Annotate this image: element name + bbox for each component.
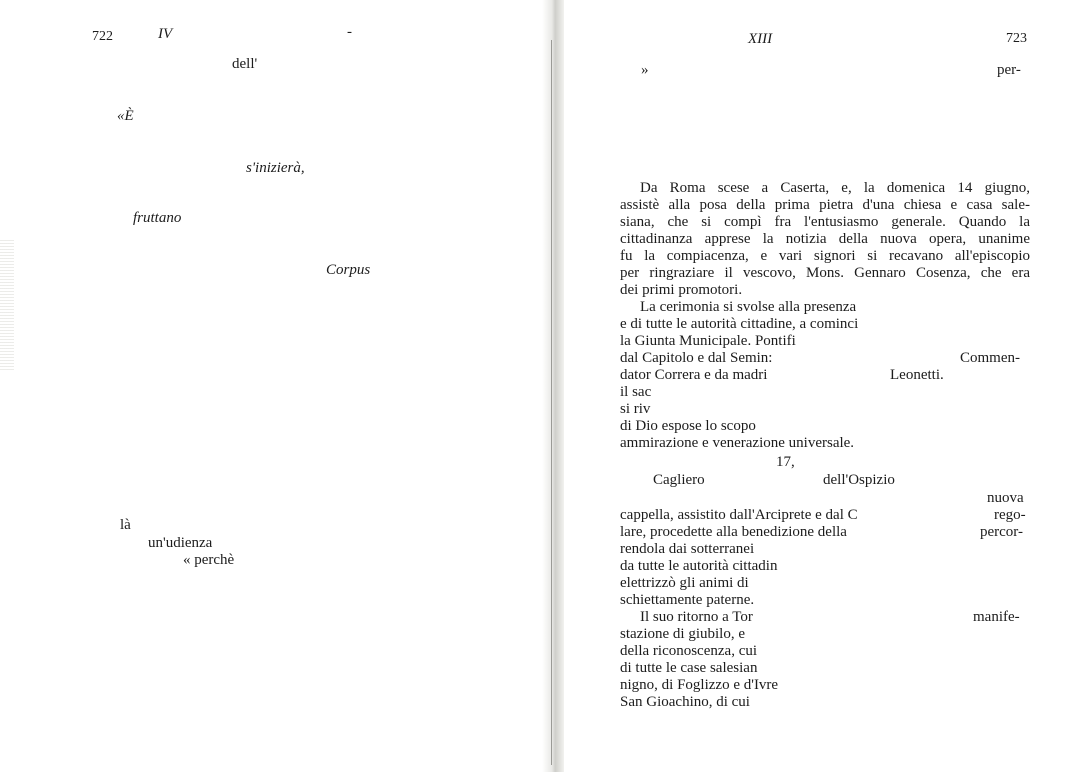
left-dash: - xyxy=(347,24,352,40)
spine-line xyxy=(551,40,552,765)
paragraph-1-line-2: assistè alla posa della prima pietra d'una chiesa e casa sale- xyxy=(620,197,1030,213)
fragment-dell: dell' xyxy=(232,56,258,72)
paragraph-2-line-6: il sac xyxy=(620,384,652,400)
paragraph-4-line-4: di tutte le case salesian xyxy=(620,660,758,676)
paragraph-4-line-1a: Il suo ritorno a Tor xyxy=(640,609,753,625)
fragment-quote-e: «È xyxy=(117,108,134,124)
paragraph-1-line-6: per ringraziare il vescovo, Mons. Gennaro Cosenza, che era xyxy=(620,265,1030,281)
paragraph-2-line-4b: Commen- xyxy=(960,350,1020,366)
fragment-siniziera: s'inizierà, xyxy=(246,160,305,176)
paragraph-1-line-4: cittadinanza apprese la notizia della nuova opera, unanime xyxy=(620,231,1030,247)
fragment-udienza: un'udienza xyxy=(148,535,213,551)
fragment-17: 17, xyxy=(776,454,795,470)
top-quote-mark: » xyxy=(641,62,649,78)
fragment-perche: « perchè xyxy=(183,552,235,568)
paragraph-1-line-1: Da Roma scese a Caserta, e, la domenica 14 giugno, xyxy=(640,180,1030,196)
right-running-head: XIII xyxy=(748,31,773,47)
paragraph-3-line-2b: percor- xyxy=(980,524,1024,540)
paragraph-1-line-3: siana, che si compì fra l'entusiasmo generale. Quando la xyxy=(620,214,1030,230)
fragment-corpus: Corpus xyxy=(326,262,371,278)
fragment-nuova: nuova xyxy=(987,490,1024,506)
paragraph-4-line-2: stazione di giubilo, e xyxy=(620,626,745,642)
paragraph-3-line-5: elettrizzò gli animi di xyxy=(620,575,749,591)
left-page-edge-shadow xyxy=(0,240,14,370)
paragraph-3-line-4: da tutte le autorità cittadin xyxy=(620,558,778,574)
paragraph-2-line-9: ammirazione e venerazione universale. xyxy=(620,435,855,451)
paragraph-2-line-3: la Giunta Municipale. Pontifi xyxy=(620,333,796,349)
right-page-number: 723 xyxy=(1006,31,1027,46)
left-running-head: IV xyxy=(158,26,173,42)
paragraph-4-line-6: San Gioachino, di cui xyxy=(620,694,750,710)
paragraph-4-line-3: della riconoscenza, cui xyxy=(620,643,758,659)
paragraph-1-line-7: dei primi promotori. xyxy=(620,282,743,298)
paragraph-2-line-7: si riv xyxy=(620,401,651,417)
book-gutter xyxy=(542,0,564,772)
paragraph-2-line-4a: dal Capitolo e dal Semin: xyxy=(620,350,773,366)
top-hyphen-per: per- xyxy=(997,62,1021,78)
fragment-fruttano: fruttano xyxy=(133,210,182,226)
fragment-ospizio: dell'Ospizio xyxy=(823,472,895,488)
paragraph-3-line-2a: lare, procedette alla benedizione della xyxy=(620,524,847,540)
paragraph-3-line-6: schiettamente paterne. xyxy=(620,592,755,608)
paragraph-3-line-1b: rego- xyxy=(994,507,1026,523)
paragraph-4-line-1b: manife- xyxy=(973,609,1020,625)
left-page-number: 722 xyxy=(92,29,113,44)
fragment-cagliero: Cagliero xyxy=(653,472,705,488)
paragraph-2-line-8: di Dio espose lo scopo xyxy=(620,418,756,434)
paragraph-1-line-5: fu la compiacenza, e vari signori si recavano all'episcopio xyxy=(620,248,1030,264)
paragraph-4-line-5: nigno, di Foglizzo e d'Ivre xyxy=(620,677,779,693)
paragraph-2-line-5b: Leonetti. xyxy=(890,367,944,383)
paragraph-2-line-2: e di tutte le autorità cittadine, a cominci xyxy=(620,316,859,332)
paragraph-2-line-5a: dator Correra e da madri xyxy=(620,367,768,383)
fragment-la: là xyxy=(120,517,131,533)
paragraph-2-line-1: La cerimonia si svolse alla presenza xyxy=(640,299,857,315)
paragraph-3-line-1a: cappella, assistito dall'Arciprete e dal C xyxy=(620,507,858,523)
paragraph-3-line-3: rendola dai sotterranei xyxy=(620,541,755,557)
